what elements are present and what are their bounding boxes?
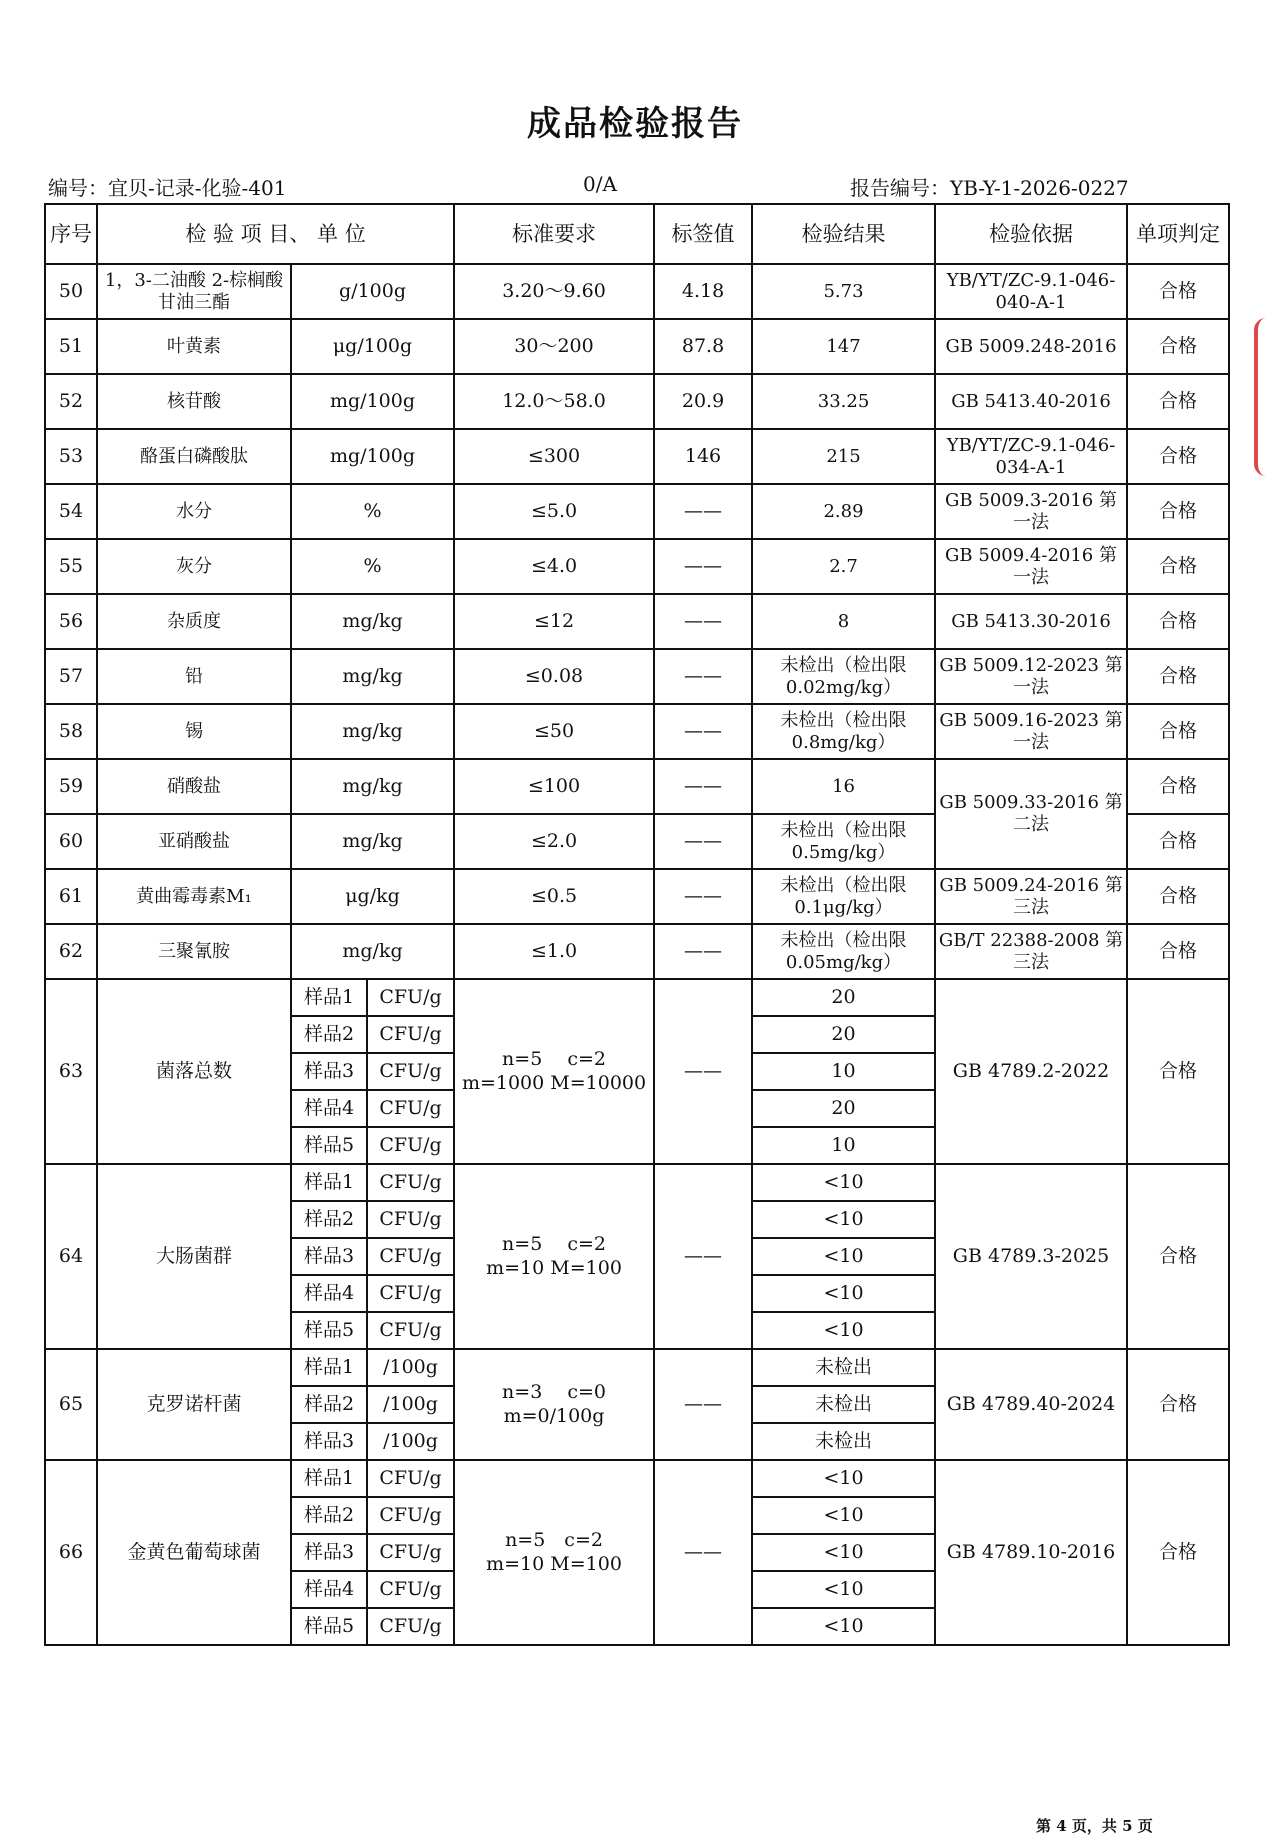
item-name: 叶黄素 [97,319,291,374]
table-row [45,704,1229,759]
page-title: 成品检验报告 [527,104,743,144]
item-name: 三聚氰胺 [97,924,291,979]
row-number: 50 [45,264,97,319]
header-item: 检 验 项 目、 单 位 [97,204,454,264]
standard-requirement: ≤5.0 [454,484,654,539]
test-result: 2.89 [752,484,935,539]
judgement: 合格 [1127,1460,1229,1645]
test-basis: GB 5009.24-2016 第三法 [935,869,1127,924]
test-basis: GB 4789.3-2025 [935,1164,1127,1349]
standard-requirement: ≤0.08 [454,649,654,704]
sample-result: <10 [752,1608,935,1645]
label-value: —— [654,649,752,704]
sample-unit: CFU/g [367,1090,454,1127]
sample-unit: CFU/g [367,1312,454,1349]
sample-row [45,979,1229,1016]
sample-name: 样品5 [291,1608,367,1645]
sample-name: 样品4 [291,1275,367,1312]
item-name: 核苷酸 [97,374,291,429]
label-value: —— [654,539,752,594]
item-unit: g/100g [291,264,454,319]
header-standard: 标准要求 [454,204,654,264]
test-basis: YB/YT/ZC-9.1-046-040-A-1 [935,264,1127,319]
sample-result: <10 [752,1534,935,1571]
doc-version: 0/A [583,172,617,196]
item-name: 大肠菌群 [97,1164,291,1349]
sample-result: <10 [752,1164,935,1201]
sample-name: 样品4 [291,1571,367,1608]
sample-unit: CFU/g [367,1460,454,1497]
standard-requirement: ≤1.0 [454,924,654,979]
item-name: 黄曲霉毒素M₁ [97,869,291,924]
row-number: 58 [45,704,97,759]
sample-row [45,1349,1229,1386]
standard-line-1: n=5 c=2 [505,1528,603,1551]
sample-name: 样品2 [291,1386,367,1423]
label-value: 146 [654,429,752,484]
sample-result: <10 [752,1497,935,1534]
test-result: 5.73 [752,264,935,319]
judgement: 合格 [1127,264,1229,319]
label-value: —— [654,704,752,759]
label-value: —— [654,1164,752,1349]
item-name: 克罗诺杆菌 [97,1349,291,1460]
row-number: 62 [45,924,97,979]
sample-result: 20 [752,1016,935,1053]
item-unit: mg/kg [291,649,454,704]
sample-name: 样品4 [291,1090,367,1127]
row-number: 59 [45,759,97,814]
row-number: 65 [45,1349,97,1460]
table-row [45,759,1229,814]
standard-requirement: ≤300 [454,429,654,484]
sample-name: 样品1 [291,1460,367,1497]
label-value: —— [654,484,752,539]
item-unit: mg/100g [291,374,454,429]
doc-code: 编号：宜贝-记录-化验-401 [48,176,287,200]
sample-result: 10 [752,1053,935,1090]
sample-unit: CFU/g [367,1534,454,1571]
row-number: 66 [45,1460,97,1645]
row-number: 51 [45,319,97,374]
label-value: —— [654,594,752,649]
item-unit: μg/kg [291,869,454,924]
label-value: —— [654,1349,752,1460]
test-result: 未检出（检出限 0.5mg/kg） [752,814,935,869]
sample-name: 样品3 [291,1238,367,1275]
judgement: 合格 [1127,484,1229,539]
standard-line-1: n=5 c=2 [502,1232,606,1255]
row-number: 64 [45,1164,97,1349]
sample-name: 样品2 [291,1497,367,1534]
sample-name: 样品5 [291,1312,367,1349]
standard-requirement [454,1349,654,1460]
sample-unit: CFU/g [367,1608,454,1645]
item-unit: mg/kg [291,594,454,649]
test-result: 未检出（检出限 0.05mg/kg） [752,924,935,979]
item-unit: % [291,484,454,539]
judgement: 合格 [1127,539,1229,594]
item-unit: μg/100g [291,319,454,374]
sample-result: <10 [752,1312,935,1349]
sample-name: 样品2 [291,1201,367,1238]
header-label: 标签值 [654,204,752,264]
standard-requirement: 12.0～58.0 [454,374,654,429]
label-value: 20.9 [654,374,752,429]
item-unit: mg/kg [291,704,454,759]
sample-unit: CFU/g [367,1571,454,1608]
sample-name: 样品1 [291,1349,367,1386]
test-basis: GB 5009.248-2016 [935,319,1127,374]
item-name: 杂质度 [97,594,291,649]
judgement: 合格 [1127,649,1229,704]
standard-line-2: m=10 M=100 [486,1552,622,1575]
test-result: 2.7 [752,539,935,594]
sample-name: 样品1 [291,979,367,1016]
standard-requirement [454,1460,654,1645]
seal-stamp-edge [1254,318,1280,476]
test-basis: YB/YT/ZC-9.1-046-034-A-1 [935,429,1127,484]
inspection-table [44,203,1230,1646]
standard-requirement [454,1164,654,1349]
sample-result: 20 [752,1090,935,1127]
standard-line-2: m=0/100g [503,1404,605,1427]
test-result: 16 [752,759,935,814]
standard-requirement: 3.20～9.60 [454,264,654,319]
page-footer: 第 4 页，共 5 页 [1036,1817,1153,1835]
label-value: —— [654,1460,752,1645]
sample-result: <10 [752,1571,935,1608]
item-name: 1，3-二油酸 2-棕榈酸甘油三酯 [97,264,291,319]
standard-line-2: m=1000 M=10000 [461,1071,647,1094]
sample-row [45,1164,1229,1201]
row-number: 60 [45,814,97,869]
judgement: 合格 [1127,869,1229,924]
sample-unit: CFU/g [367,1497,454,1534]
standard-requirement: 30～200 [454,319,654,374]
table-row [45,649,1229,704]
table-row [45,924,1229,979]
sample-name: 样品1 [291,1164,367,1201]
table-row [45,264,1229,319]
standard-requirement [454,979,654,1164]
table-row [45,539,1229,594]
standard-line-1: n=5 c=2 [502,1047,606,1070]
header-no: 序号 [45,204,97,264]
sample-result: 20 [752,979,935,1016]
item-unit: mg/kg [291,924,454,979]
standard-requirement: ≤0.5 [454,869,654,924]
sample-result: <10 [752,1201,935,1238]
row-number: 56 [45,594,97,649]
sample-unit: CFU/g [367,1275,454,1312]
item-unit: mg/kg [291,814,454,869]
test-result: 215 [752,429,935,484]
header-basis: 检验依据 [935,204,1127,264]
sample-unit: CFU/g [367,1127,454,1164]
standard-line-1: n=3 c=0 [502,1380,606,1403]
row-number: 57 [45,649,97,704]
judgement: 合格 [1127,1349,1229,1460]
sample-unit: CFU/g [367,1053,454,1090]
judgement: 合格 [1127,319,1229,374]
judgement: 合格 [1127,759,1229,814]
label-value: 87.8 [654,319,752,374]
standard-requirement: ≤2.0 [454,814,654,869]
item-unit: mg/kg [291,759,454,814]
table-row [45,869,1229,924]
judgement: 合格 [1127,374,1229,429]
standard-requirement: ≤50 [454,704,654,759]
sample-unit: /100g [367,1423,454,1460]
header-row [45,204,1229,264]
test-basis: GB 4789.2-2022 [935,979,1127,1164]
test-basis: GB 4789.40-2024 [935,1349,1127,1460]
test-result: 33.25 [752,374,935,429]
label-value: —— [654,759,752,814]
label-value: —— [654,979,752,1164]
sample-result: <10 [752,1238,935,1275]
test-basis: GB 5009.12-2023 第一法 [935,649,1127,704]
label-value: —— [654,869,752,924]
item-name: 水分 [97,484,291,539]
test-basis: GB/T 22388-2008 第三法 [935,924,1127,979]
test-basis: GB 5413.40-2016 [935,374,1127,429]
test-result: 8 [752,594,935,649]
item-name: 酪蛋白磷酸肽 [97,429,291,484]
sample-result: <10 [752,1275,935,1312]
sample-name: 样品3 [291,1053,367,1090]
item-name: 硝酸盐 [97,759,291,814]
table-row [45,594,1229,649]
test-basis: GB 5009.16-2023 第一法 [935,704,1127,759]
test-basis: GB 5009.3-2016 第一法 [935,484,1127,539]
item-unit: % [291,539,454,594]
sample-unit: CFU/g [367,1238,454,1275]
standard-line-2: m=10 M=100 [486,1256,622,1279]
item-name: 铅 [97,649,291,704]
sample-name: 样品3 [291,1423,367,1460]
header-result: 检验结果 [752,204,935,264]
test-result: 未检出（检出限 0.1μg/kg） [752,869,935,924]
test-basis: GB 5009.4-2016 第一法 [935,539,1127,594]
sample-unit: CFU/g [367,1201,454,1238]
row-number: 52 [45,374,97,429]
row-number: 61 [45,869,97,924]
sample-unit: /100g [367,1386,454,1423]
test-basis: GB 5413.30-2016 [935,594,1127,649]
standard-requirement: ≤12 [454,594,654,649]
sample-result: 未检出 [752,1423,935,1460]
item-unit: mg/100g [291,429,454,484]
row-number: 63 [45,979,97,1164]
table-row [45,374,1229,429]
sample-name: 样品3 [291,1534,367,1571]
test-result: 未检出（检出限 0.8mg/kg） [752,704,935,759]
sample-result: 未检出 [752,1349,935,1386]
judgement: 合格 [1127,594,1229,649]
row-number: 54 [45,484,97,539]
judgement: 合格 [1127,704,1229,759]
sample-unit: CFU/g [367,1016,454,1053]
sample-name: 样品2 [291,1016,367,1053]
test-result: 147 [752,319,935,374]
label-value: —— [654,814,752,869]
report-number: 报告编号：YB-Y-1-2026-0227 [850,176,1129,200]
item-name: 菌落总数 [97,979,291,1164]
sample-result: 10 [752,1127,935,1164]
item-name: 锡 [97,704,291,759]
label-value: —— [654,924,752,979]
label-value: 4.18 [654,264,752,319]
item-name: 灰分 [97,539,291,594]
test-result: 未检出（检出限 0.02mg/kg） [752,649,935,704]
test-basis: GB 4789.10-2016 [935,1460,1127,1645]
standard-requirement: ≤4.0 [454,539,654,594]
table-row [45,429,1229,484]
sample-result: 未检出 [752,1386,935,1423]
item-name: 金黄色葡萄球菌 [97,1460,291,1645]
sample-name: 样品5 [291,1127,367,1164]
table-row [45,484,1229,539]
header-judgement: 单项判定 [1127,204,1229,264]
sample-row [45,1460,1229,1497]
table-row [45,319,1229,374]
sample-unit: /100g [367,1349,454,1386]
judgement: 合格 [1127,1164,1229,1349]
judgement: 合格 [1127,814,1229,869]
judgement: 合格 [1127,979,1229,1164]
test-basis: GB 5009.33-2016 第二法 [935,759,1127,869]
judgement: 合格 [1127,429,1229,484]
standard-requirement: ≤100 [454,759,654,814]
row-number: 55 [45,539,97,594]
judgement: 合格 [1127,924,1229,979]
item-name: 亚硝酸盐 [97,814,291,869]
sample-unit: CFU/g [367,1164,454,1201]
sample-unit: CFU/g [367,979,454,1016]
row-number: 53 [45,429,97,484]
sample-result: <10 [752,1460,935,1497]
